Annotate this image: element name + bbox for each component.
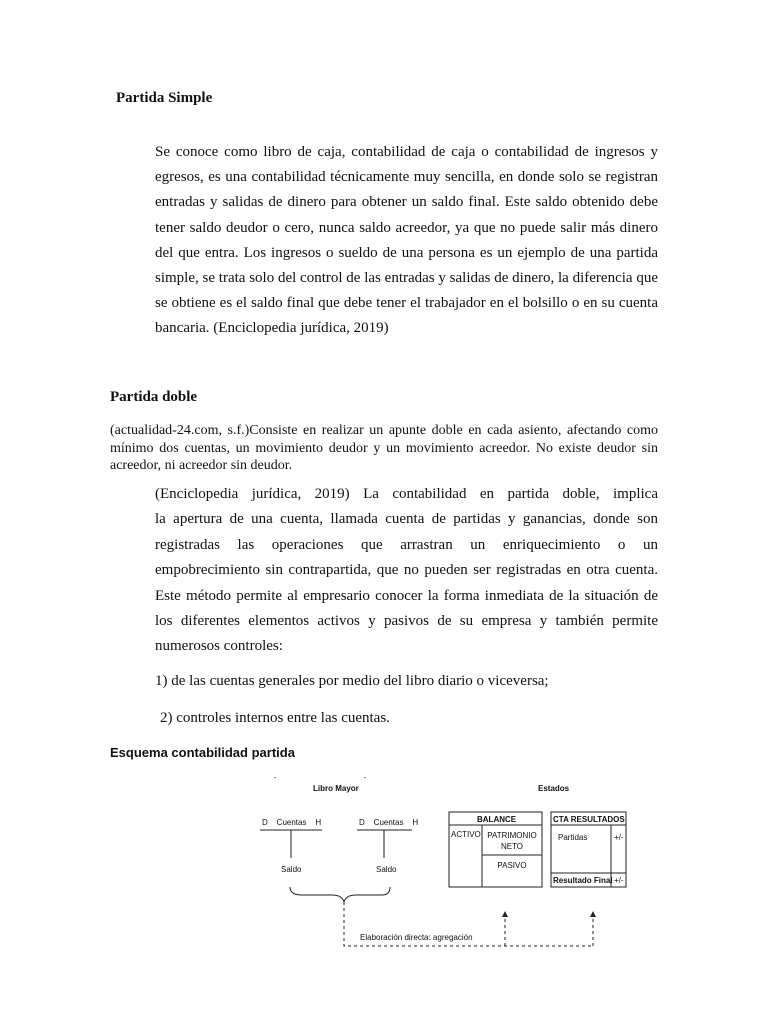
t-account-1-label: D Cuentas H — [262, 818, 322, 827]
balance-header: BALANCE — [477, 815, 517, 824]
resultado-final-label: Resultado Final — [553, 876, 613, 885]
section-title-partida-doble: Partida doble — [110, 389, 198, 405]
partidas-label: Partidas — [558, 833, 588, 842]
section-title-partida-simple: Partida Simple — [116, 90, 213, 106]
partida-doble-paragraph — [155, 482, 658, 660]
cta-resultados-header: CTA RESULTADOS — [553, 815, 625, 824]
patrimonio-neto-label: PATRIMONIO NETO — [487, 831, 537, 851]
elaboracion-label: Elaboración directa: agregación — [360, 933, 473, 942]
plus-minus-label: +/- — [614, 876, 624, 885]
estados-label: Estados — [538, 784, 570, 793]
plus-minus-label: +/- — [614, 833, 624, 842]
scheme-title: Esquema contabilidad partida — [110, 745, 295, 760]
libro-mayor-label: Libro Mayor — [313, 784, 359, 793]
partida-simple-paragraph: Se conoce como libro de caja, contabilidad de caja o contabilidad de ingresos y egresos, es una contabilidad técnicamente muy sencilla, en donde solo se registran entradas y salidas de dinero para obtener un saldo final. Este saldo obtenido debe tener saldo deudor o cero, nunca saldo acreedor, ya que no puede salir más dinero del que entra. Los ingresos o sueldo de una persona es un ejemplo de una partida simple, se trata solo del control de las entradas y salidas de dinero, la diferencia que se obtiene es el saldo final que debe tener el trabajador en el bolsillo o en su cuenta bancaria. (Enciclopedia jurídica, 2019) — [155, 144, 658, 337]
accounting-diagram — [240, 770, 640, 960]
paragraph-line: Este método permite al empresario conocer la forma inmediata de la situación de — [155, 587, 658, 604]
paragraph-line: empobrecimiento sin contrapartida, que no pueden ser registradas en otra cuenta. — [155, 562, 658, 579]
activo-label: ACTIVO — [451, 830, 481, 839]
paragraph-line: registradas las operaciones que arrastran un enriquecimiento o un — [155, 536, 658, 553]
saldo-label-1: Saldo — [281, 865, 302, 874]
pasivo-label: PASIVO — [497, 861, 527, 870]
list-item-2: 2) controles internos entre las cuentas. — [160, 710, 390, 726]
list-item-1: 1) de las cuentas generales por medio del libro diario o viceversa; — [155, 673, 549, 689]
paragraph-line: los diferentes elementos activos y pasivos de su empresa y también permite — [155, 612, 658, 629]
paragraph-line: (Enciclopedia jurídica, 2019) La contabilidad en partida doble, implica — [155, 486, 658, 502]
t-account-2-label: D Cuentas H — [359, 818, 419, 827]
arrow-head-icon — [502, 911, 508, 917]
partida-doble-intro: (actualidad-24.com, s.f.)Consiste en realizar un apunte doble en cada asiento, afectando como mínimo dos cuentas, un movimiento deudor y un movimiento acreedor. No existe deudor sin acreedor, ni acreedor sin deudor. — [110, 423, 658, 473]
paragraph-line: la apertura de una cuenta, llamada cuenta de partidas y ganancias, donde son — [155, 511, 658, 528]
paragraph-line: numerosos controles: — [155, 638, 283, 655]
curly-brace — [290, 887, 390, 902]
saldo-label-2: Saldo — [376, 865, 397, 874]
arrow-head-icon — [590, 911, 596, 917]
